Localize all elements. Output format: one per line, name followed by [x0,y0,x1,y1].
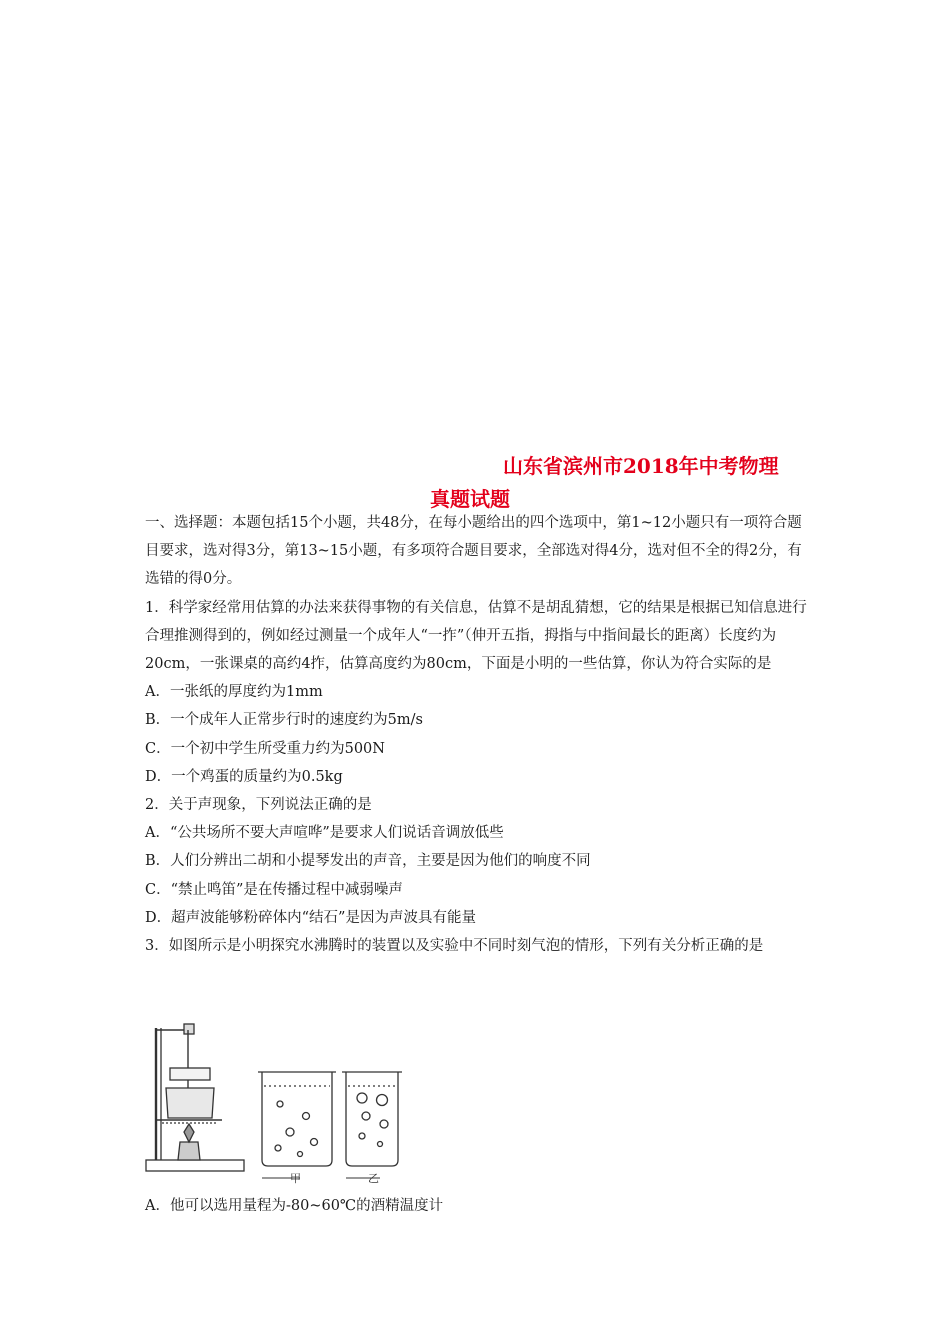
beaker-jia [258,1072,336,1166]
figure-label-yi: 乙 [368,1172,379,1185]
question-1-option-c: C．一个初中学生所受重力约为500N [145,740,385,757]
document-body [145,509,815,960]
beaker-yi [342,1072,402,1166]
figure-label-jia: 甲 [290,1172,301,1185]
stand-beaker [166,1088,214,1118]
stand-base [146,1160,244,1171]
alcohol-lamp [178,1142,200,1160]
question-2-option-b: B．人们分辨出二胡和小提琴发出的声音，主要是因为他们的响度不同 [145,853,591,870]
question-1-option-a: A．一张纸的厚度约为1mm [145,684,323,701]
document-title-line1: 山东省滨州市2018年中考物理 [503,454,779,478]
question-1-option-d: D．一个鸡蛋的质量约为0.5kg [145,768,343,785]
flame [184,1124,194,1142]
document-title-line2: 真题试题 [430,487,510,511]
section-instructions: 一、选择题：本题包括15个小题，共48分，在每小题给出的四个选项中，第1~12小题只有一项符合题目要求，选对得3分，第13~15小题，有多项符合题目要求，全部选对得4分，选对但不全的得2分，有选错的得0分。 [145,515,802,588]
question-2-option-a: A．“公共场所不要大声喧哗”是要求人们说话音调放低些 [145,825,504,842]
question-1-option-b: B．一个成年人正常步行时的速度约为5m/s [145,712,423,729]
question-2-stem: 2．关于声现象，下列说法正确的是 [145,797,372,814]
boiling-experiment-figure [140,1020,410,1185]
question-3-option-a: A．他可以选用量程为-80~60℃的酒精温度计 [145,1198,444,1214]
question-2-option-c: C．“禁止鸣笛”是在传播过程中减弱噪声 [145,881,403,898]
question-1-stem: 1．科学家经常用估算的办法来获得事物的有关信息，估算不是胡乱猜想，它的结果是根据已知信息进行合理推测得到的，例如经过测量一个成年人“一拃”（伸开五指，拇指与中指间最长的距离）长度约为20cm，一张课桌的高约4拃，估算高度约为80cm，下面是小明的一些估算，你认为符合实际的是 [145,599,807,673]
question-2-option-d: D．超声波能够粉碎体内“结石”是因为声波具有能量 [145,909,476,926]
question-3-stem: 3．如图所示是小明探究水沸腾时的装置以及实验中不同时刻气泡的情形，下列有关分析正确的是 [145,938,764,955]
